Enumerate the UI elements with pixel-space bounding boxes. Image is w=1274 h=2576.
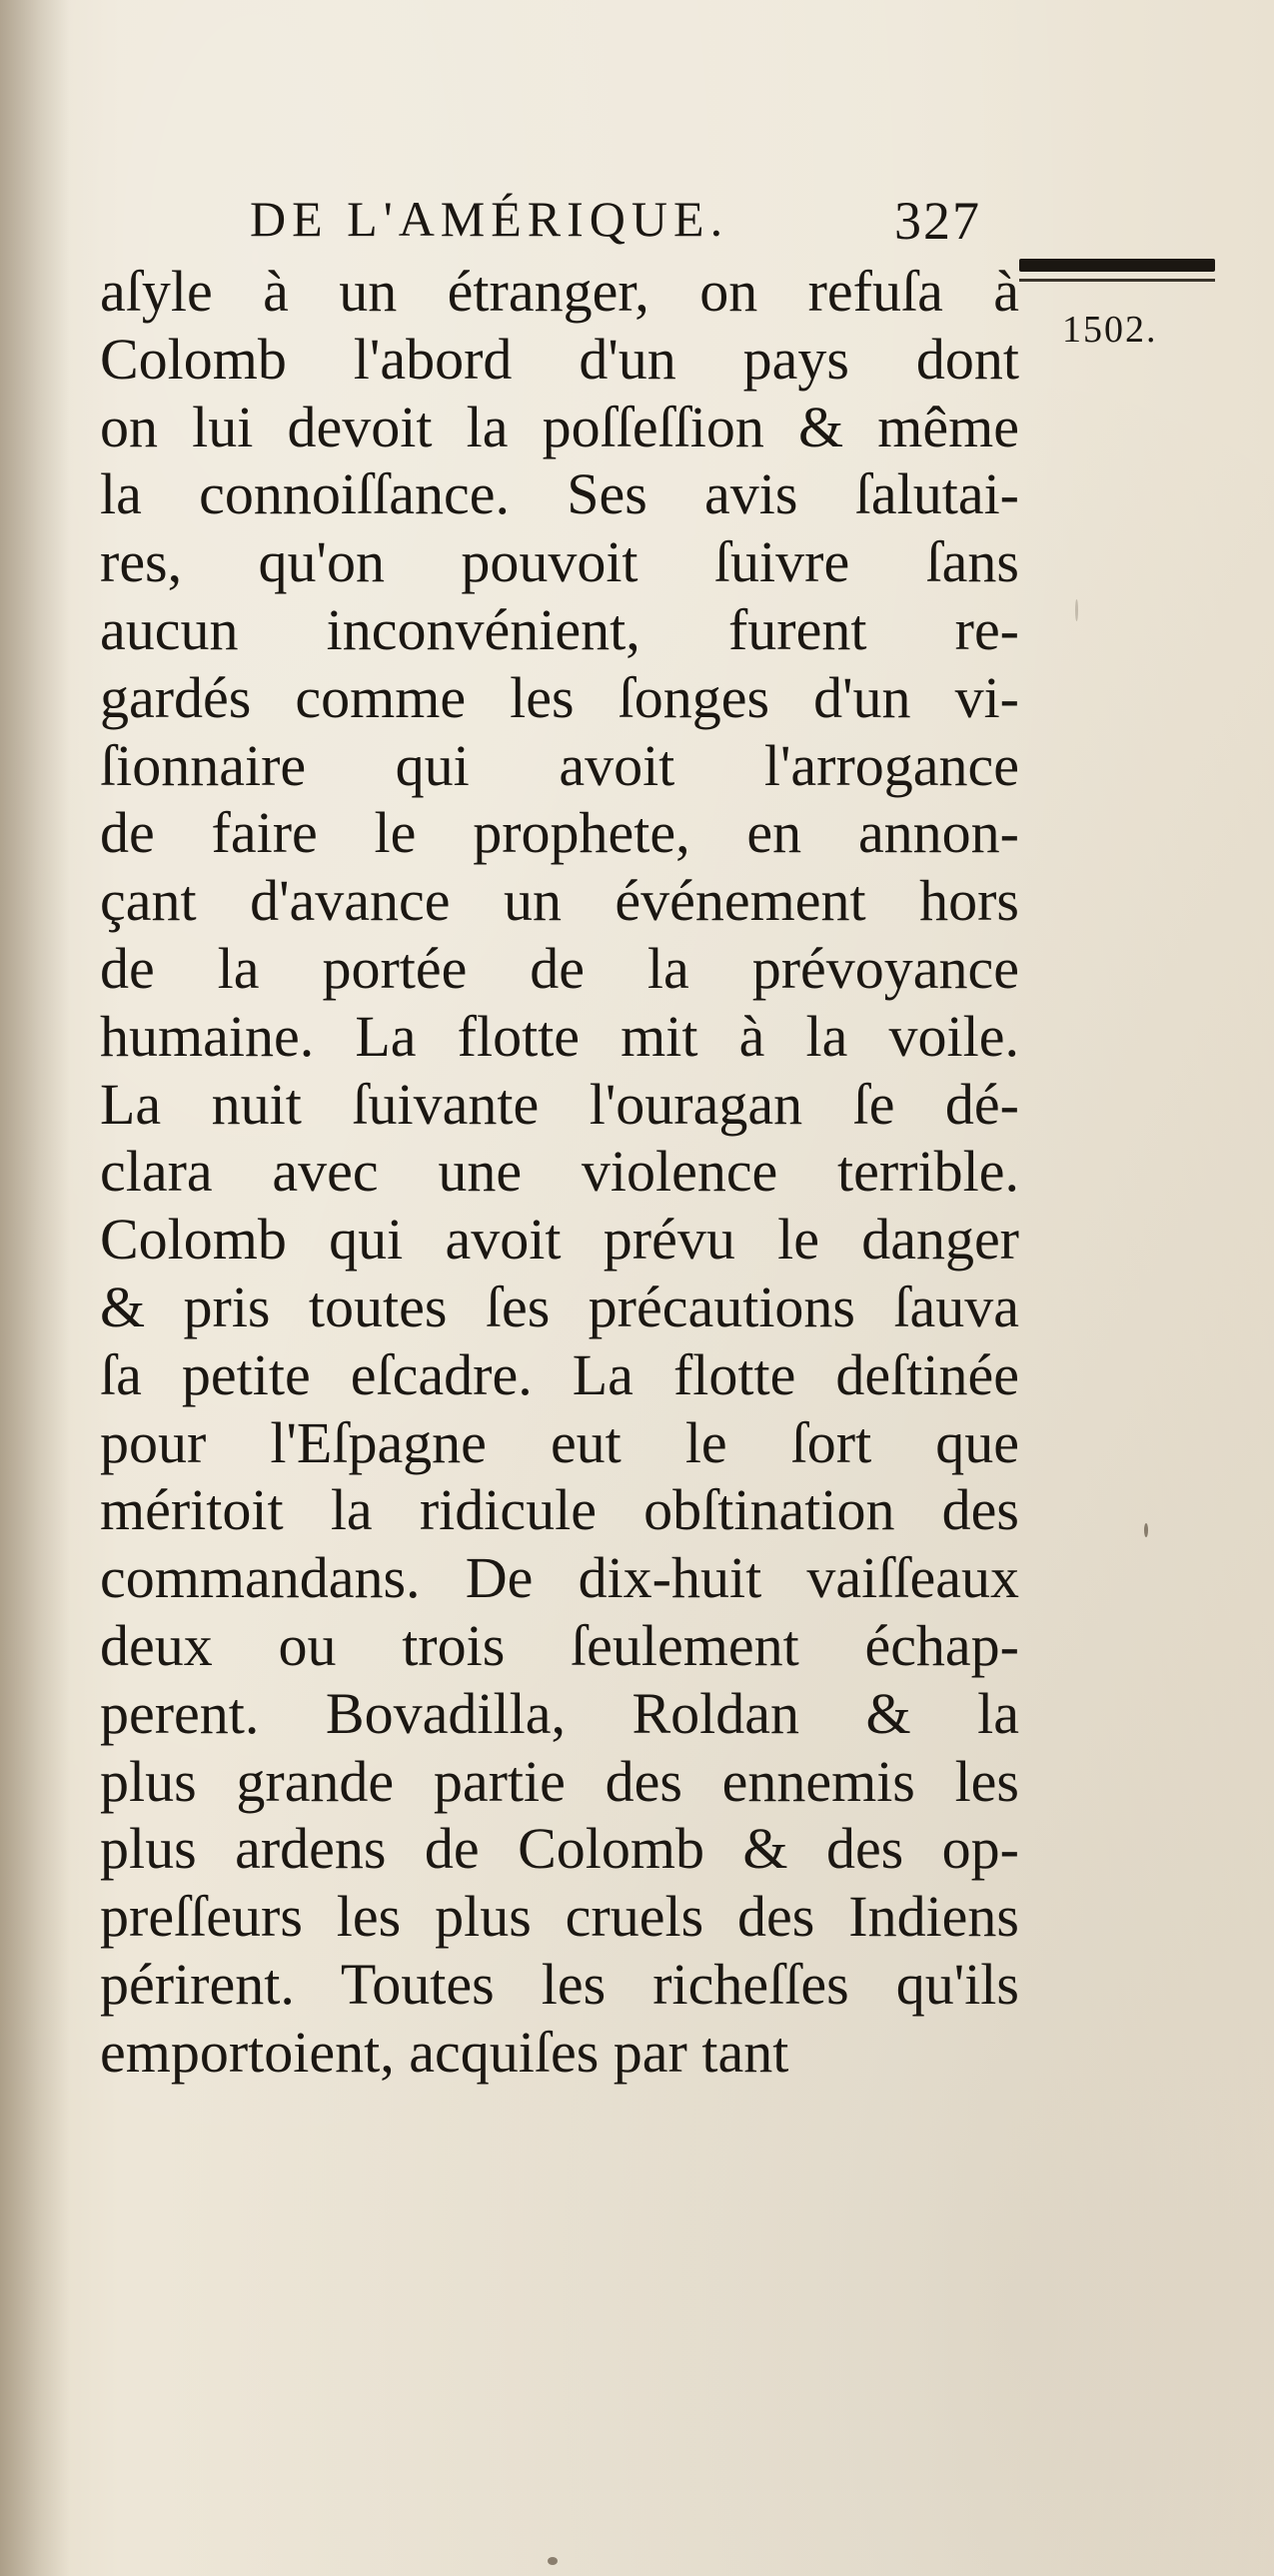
text-line: res, qu'on pouvoit ſuivre ſans: [100, 529, 1019, 595]
text-line: clara avec une violence terrible.: [100, 1139, 1019, 1205]
text-line: perent. Bovadilla, Roldan & la: [100, 1680, 1019, 1746]
paper-speck: [1075, 599, 1078, 621]
text-line: méritoit la ridicule obſtination des: [100, 1477, 1019, 1543]
text-line: on lui devoit la poſſeſſion & même: [100, 394, 1019, 459]
text-line: çant d'avance un événement hors: [100, 868, 1019, 934]
paper-speck: [548, 2557, 558, 2565]
text-line: plus grande partie des ennemis les: [100, 1748, 1019, 1814]
margin-year-note: 1502.: [1062, 309, 1158, 351]
margin-rule-thin: [1019, 279, 1215, 282]
text-line: emportoient, acquiſes par tant: [100, 2019, 789, 2085]
text-line: la connoiſſance. Ses avis ſalutai-: [100, 461, 1019, 527]
text-line: humaine. La flotte mit à la voile.: [100, 1003, 1019, 1069]
text-line: Colomb l'abord d'un pays dont: [100, 326, 1019, 392]
text-line: périrent. Toutes les richeſſes qu'ils: [100, 1951, 1019, 2017]
text-line: ſionnaire qui avoit l'arrogance: [100, 732, 1019, 798]
paper-speck: [1144, 1523, 1148, 1537]
page-header: [250, 190, 1029, 254]
text-line: Colomb qui avoit prévu le danger: [100, 1207, 1019, 1273]
running-head: DE L'AMÉRIQUE.: [250, 191, 729, 247]
text-line: de faire le prophete, en annon-: [100, 800, 1019, 866]
text-line: ſa petite eſcadre. La flotte deſtinée: [100, 1341, 1019, 1407]
text-line: aucun inconvénient, furent re-: [100, 596, 1019, 662]
text-line: preſſeurs les plus cruels des Indiens: [100, 1884, 1019, 1950]
text-line: aſyle à un étranger, on refuſa à: [100, 259, 1019, 324]
text-line: plus ardens de Colomb & des op-: [100, 1816, 1019, 1882]
text-line: La nuit ſuivante l'ouragan ſe dé-: [100, 1071, 1019, 1137]
text-line: pour l'Eſpagne eut le ſort que: [100, 1409, 1019, 1475]
page-number: 327: [894, 191, 981, 251]
text-line: & pris toutes ſes précautions ſauva: [100, 1274, 1019, 1339]
text-line: gardés comme les ſonges d'un vi-: [100, 664, 1019, 730]
gutter-shadow: [0, 0, 70, 2576]
text-line: de la portée de la prévoyance: [100, 935, 1019, 1001]
text-line: deux ou trois ſeulement échap-: [100, 1612, 1019, 1678]
margin-rule: [1019, 259, 1215, 272]
body-text: [100, 258, 1019, 2087]
text-line: commandans. De dix-huit vaiſſeaux: [100, 1545, 1019, 1611]
